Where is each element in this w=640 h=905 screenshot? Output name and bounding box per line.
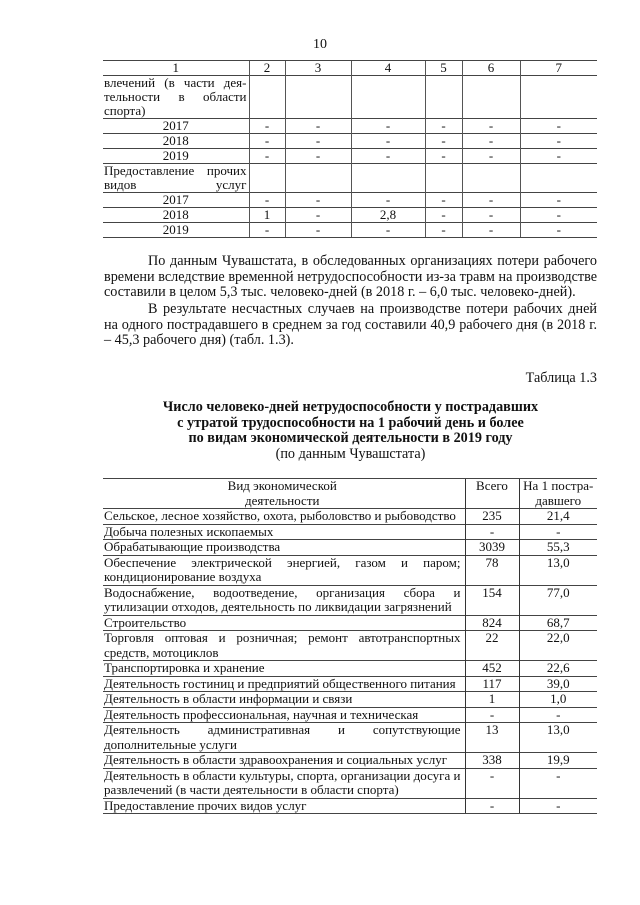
table-row [103, 585, 597, 615]
table-row [103, 208, 597, 223]
group-label: влечений (в части дея- тельности в области спорта) [103, 76, 249, 119]
title-line: с утратой трудоспособности на 1 рабочий день и более [177, 414, 524, 431]
table-row [103, 134, 597, 149]
value-cell: - [520, 208, 597, 223]
table-row [103, 723, 597, 753]
activity-cell: Водоснабжение, водоотведение, организация сбора и утилизации отходов, деятельность по ликвидации загрязнений [103, 585, 465, 615]
value-cell: - [249, 223, 285, 238]
value-cell: - [249, 149, 285, 164]
per-victim-cell: 13,0 [519, 723, 597, 753]
table-row [103, 692, 597, 708]
table-row [103, 768, 597, 798]
table-row [103, 631, 597, 661]
value-cell: - [351, 223, 425, 238]
total-cell: 1 [465, 692, 519, 708]
activity-cell: Деятельность в области здравоохранения и социальных услуг [103, 753, 465, 769]
total-cell: - [465, 524, 519, 540]
table-row [103, 707, 597, 723]
activity-cell: Обрабатывающие производства [103, 540, 465, 556]
total-cell: 117 [465, 676, 519, 692]
table-row [103, 149, 597, 164]
value-cell: - [462, 208, 520, 223]
activity-cell: Деятельность в области культуры, спорта, организации досуга и развлечений (в части деятельности в области спорта) [103, 768, 465, 798]
table-label: Таблица 1.3 [525, 370, 597, 386]
table-header-row [103, 61, 597, 76]
value-cell: - [520, 119, 597, 134]
activity-cell: Сельское, лесное хозяйство, охота, рыболовство и рыбоводство [103, 509, 465, 525]
table-row [103, 555, 597, 585]
table-row [103, 509, 597, 525]
activity-cell: Деятельность административная и сопутствующие дополнительные услуги [103, 723, 465, 753]
value-cell: - [285, 223, 351, 238]
activity-cell: Деятельность гостиниц и предприятий общественного питания [103, 676, 465, 692]
total-cell: 824 [465, 615, 519, 631]
value-cell: - [425, 119, 462, 134]
continued-table [103, 60, 597, 238]
table-row [103, 540, 597, 556]
value-cell: - [285, 193, 351, 208]
value-cell: - [462, 193, 520, 208]
value-cell: - [462, 223, 520, 238]
per-victim-cell: 22,0 [519, 631, 597, 661]
value-cell: - [285, 208, 351, 223]
per-victim-cell: 19,9 [519, 753, 597, 769]
total-cell: 154 [465, 585, 519, 615]
activity-cell: Транспортировка и хранение [103, 661, 465, 677]
per-victim-cell: - [519, 707, 597, 723]
column-number: 7 [520, 61, 597, 76]
title-line: Число человеко-дней нетрудоспособности у пострадавших [162, 399, 539, 415]
value-cell: - [520, 149, 597, 164]
value-cell: - [462, 134, 520, 149]
column-number: 1 [103, 61, 249, 76]
group-label-row [103, 164, 597, 193]
value-cell: - [520, 223, 597, 238]
column-number: 5 [425, 61, 462, 76]
year-cell: 2018 [103, 208, 249, 223]
paragraph: По данным Чувашстата, в обследованных организациях потери рабочего времени вследствие временной нетрудоспособности из-за травм на производстве составили в целом 5,3 тыс. человеко-дней (в 2018 г. – 6,0 тыс. человеко-дней). [104, 253, 597, 300]
per-victim-cell: 13,0 [519, 555, 597, 585]
total-cell: - [465, 707, 519, 723]
page-number: 10 [313, 37, 327, 52]
value-cell: - [351, 134, 425, 149]
value-cell: 2,8 [351, 208, 425, 223]
value-cell: - [249, 134, 285, 149]
value-cell: - [425, 208, 462, 223]
total-cell: 13 [465, 723, 519, 753]
table-row [103, 524, 597, 540]
total-cell: - [465, 798, 519, 814]
total-cell: 235 [465, 509, 519, 525]
title-line: по видам экономической деятельности в 2019 году [188, 430, 513, 446]
per-victim-cell: 77,0 [519, 585, 597, 615]
value-cell: - [285, 119, 351, 134]
table-title [104, 400, 597, 462]
value-cell: - [351, 149, 425, 164]
activity-cell: Предоставление прочих видов услуг [103, 798, 465, 814]
group-label: Предоставление прочих видов услуг [103, 164, 249, 193]
header-total: Всего [465, 479, 519, 509]
value-cell: - [520, 193, 597, 208]
value-cell: - [425, 223, 462, 238]
table-row [103, 615, 597, 631]
column-number: 4 [351, 61, 425, 76]
column-number: 6 [462, 61, 520, 76]
per-victim-cell: - [519, 798, 597, 814]
value-cell: - [285, 149, 351, 164]
header-activity: Вид экономической деятельности [103, 479, 465, 509]
activity-cell: Торговля оптовая и розничная; ремонт автотранспортных средств, мотоциклов [103, 631, 465, 661]
table-row [103, 193, 597, 208]
per-victim-cell: 21,4 [519, 509, 597, 525]
total-cell: 452 [465, 661, 519, 677]
year-cell: 2018 [103, 134, 249, 149]
value-cell: - [462, 149, 520, 164]
activity-cell: Деятельность профессиональная, научная и техническая [103, 707, 465, 723]
table-row [103, 753, 597, 769]
activity-cell: Деятельность в области информации и связи [103, 692, 465, 708]
year-cell: 2019 [103, 149, 249, 164]
activity-table [103, 478, 597, 814]
activity-cell: Обеспечение электрической энергией, газом и паром; кондиционирование воздуха [103, 555, 465, 585]
paragraph: В результате несчастных случаев на производстве потери рабочих дней на одного пострадавшего в среднем за год составили 40,9 рабочего дня (в 2018 г. – 45,3 рабочего дня) (табл. 1.3). [104, 301, 597, 348]
year-cell: 2017 [103, 119, 249, 134]
table-row [103, 119, 597, 134]
value-cell: - [425, 134, 462, 149]
title-source: (по данным Чувашстата) [275, 445, 426, 462]
activity-cell: Добыча полезных ископаемых [103, 524, 465, 540]
per-victim-cell: 1,0 [519, 692, 597, 708]
value-cell: - [351, 119, 425, 134]
total-cell: 78 [465, 555, 519, 585]
value-cell: - [520, 134, 597, 149]
table-row [103, 223, 597, 238]
per-victim-cell: 68,7 [519, 615, 597, 631]
total-cell: 22 [465, 631, 519, 661]
value-cell: - [462, 119, 520, 134]
total-cell: - [465, 768, 519, 798]
column-number: 2 [249, 61, 285, 76]
value-cell: - [249, 193, 285, 208]
group-label-row [103, 76, 597, 119]
value-cell: - [425, 149, 462, 164]
per-victim-cell: 55,3 [519, 540, 597, 556]
value-cell: - [249, 119, 285, 134]
table-row [103, 798, 597, 814]
year-cell: 2017 [103, 193, 249, 208]
per-victim-cell: - [519, 524, 597, 540]
table-header-row [103, 479, 597, 509]
column-number: 3 [285, 61, 351, 76]
per-victim-cell: 22,6 [519, 661, 597, 677]
header-per-victim: На 1 постра- давшего [519, 479, 597, 509]
table-row [103, 676, 597, 692]
per-victim-cell: 39,0 [519, 676, 597, 692]
value-cell: - [351, 193, 425, 208]
per-victim-cell: - [519, 768, 597, 798]
total-cell: 338 [465, 753, 519, 769]
value-cell: - [425, 193, 462, 208]
total-cell: 3039 [465, 540, 519, 556]
activity-cell: Строительство [103, 615, 465, 631]
value-cell: - [285, 134, 351, 149]
value-cell: 1 [249, 208, 285, 223]
table-row [103, 661, 597, 677]
year-cell: 2019 [103, 223, 249, 238]
